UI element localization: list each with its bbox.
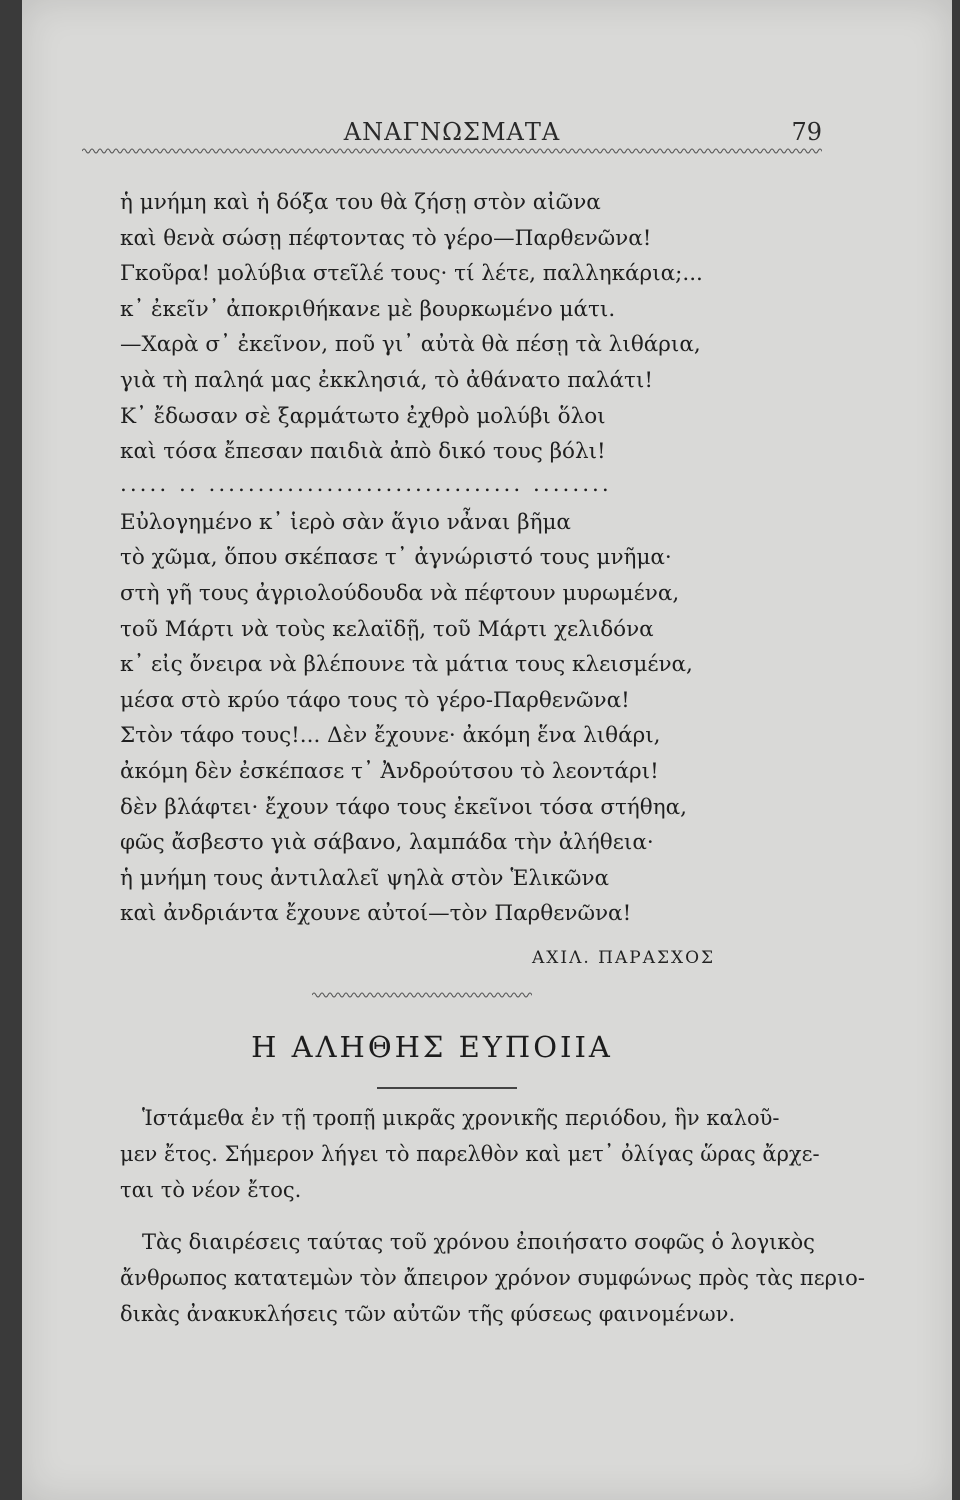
paragraph-line: ἄνθρωπος κατατεμὼν τὸν ἄπειρον χρόνον συμφώνως πρὸς τὰς περιο- — [120, 1266, 865, 1290]
poem-line: ἀκόμη δὲν ἐσκέπασε τ᾽ Ἀνδρούτσου τὸ λεοντάρι! — [120, 758, 659, 784]
poem — [120, 185, 810, 932]
poem-line: καὶ θενὰ σώσῃ πέφτοντας τὸ γέρο—Παρθενῶνα! — [120, 225, 652, 251]
poem-line: Γκοῦρα! μολύβια στεῖλέ τους· τί λέτε, παλληκάρια;... — [120, 261, 703, 287]
section-body — [120, 1100, 865, 1332]
paragraph-line: ται τὸ νέον ἔτος. — [120, 1178, 302, 1202]
poem-line: καὶ ἀνδριάντα ἔχουνε αὐτοί—τὸν Παρθενῶνα! — [120, 901, 632, 927]
poem-line: δὲν βλάφτει· ἔχουν τάφο τους ἐκεῖνοι τόσα στήθηα, — [120, 794, 687, 820]
paragraph-line: Ἱστάμεθα ἐν τῇ τροπῇ μικρᾶς χρονικῆς περιόδου, ἣν καλοῦ- — [142, 1106, 780, 1130]
poem-stanza-2 — [120, 505, 810, 932]
poem-line: καὶ τόσα ἔπεσαν παιδιὰ ἀπὸ δικό τους βόλι! — [120, 439, 606, 465]
poem-line: μέσα στὸ κρύο τάφο τους τὸ γέρο-Παρθενῶνα! — [120, 687, 630, 713]
poem-line: στὴ γῆ τους ἀγριολούδουδα νὰ πέφτουν μυρωμένα, — [120, 580, 680, 606]
header-wavy-rule — [82, 146, 822, 156]
poem-line: —Χαρὰ σ᾽ ἐκεῖνον, ποῦ γι᾽ αὐτὰ θὰ πέσῃ τὰ λιθάρια, — [120, 332, 701, 358]
poem-line: ἡ μνήμη καὶ ἡ δόξα του θὰ ζήσῃ στὸν αἰῶνα — [120, 190, 601, 215]
author-signature: ΑΧΙΛ. ΠΑΡΑΣΧΟΣ — [532, 948, 716, 968]
paragraph-line: Τὰς διαιρέσεις ταύτας τοῦ χρόνου ἐποιήσατο σοφῶς ὁ λογικὸς — [142, 1230, 815, 1254]
ellipsis-separator: ..... .. ................................ ........ — [120, 471, 612, 497]
title-underline — [377, 1087, 517, 1089]
page — [22, 0, 952, 1500]
poem-line: φῶς ἄσβεστο γιὰ σάβανο, λαμπάδα τὴν ἀλήθεια· — [120, 830, 654, 856]
section-wavy-rule — [312, 990, 532, 1000]
poem-line: γιὰ τὴ παληά μας ἐκκλησιά, τὸ ἀθάνατο παλάτι! — [120, 367, 654, 393]
running-title: ΑΝΑΓΝΩΣΜΑΤΑ — [343, 118, 561, 146]
poem-line: κ᾽ εἰς ὄνειρα νὰ βλέπουνε τὰ μάτια τους κλεισμένα, — [120, 652, 693, 678]
poem-stanza-1 — [120, 185, 810, 470]
paragraph-line: μεν ἔτος. Σήμερον λήγει τὸ παρελθὸν καὶ μετ᾽ ὀλίγας ὥρας ἄρχε- — [120, 1142, 820, 1166]
poem-line: Εὐλογημένο κ᾽ ἱερὸ σὰν ἅγιο νἆναι βῆμα — [120, 509, 571, 535]
paragraph — [120, 1224, 865, 1332]
poem-line: ἡ μνήμη τους ἀντιλαλεῖ ψηλὰ στὸν Ἑλικῶνα — [120, 865, 610, 891]
paragraph — [120, 1100, 820, 1208]
page-number: 79 — [791, 118, 822, 146]
section-title: Η ΑΛΗΘΗΣ ΕΥΠΟΙΙΑ — [251, 1030, 613, 1064]
poem-line: Στὸν τάφο τους!... Δὲν ἔχουνε· ἀκόμη ἕνα λιθάρι, — [120, 723, 661, 749]
poem-line: Κ᾽ ἔδωσαν σὲ ξαρμάτωτο ἐχθρὸ μολύβι ὅλοι — [120, 403, 606, 429]
poem-line: τοῦ Μάρτι νὰ τοὺς κελαϊδῇ, τοῦ Μάρτι χελιδόνα — [120, 616, 654, 642]
paragraph-line: δικὰς ἀνακυκλήσεις τῶν αὐτῶν τῆς φύσεως φαινομένων. — [120, 1302, 736, 1326]
poem-line: κ᾽ ἐκεῖν᾽ ἀποκριθήκανε μὲ βουρκωμένο μάτι. — [120, 296, 616, 322]
poem-line: τὸ χῶμα, ὅπου σκέπασε τ᾽ ἀγνώριστό τους μνῆμα· — [120, 545, 672, 571]
